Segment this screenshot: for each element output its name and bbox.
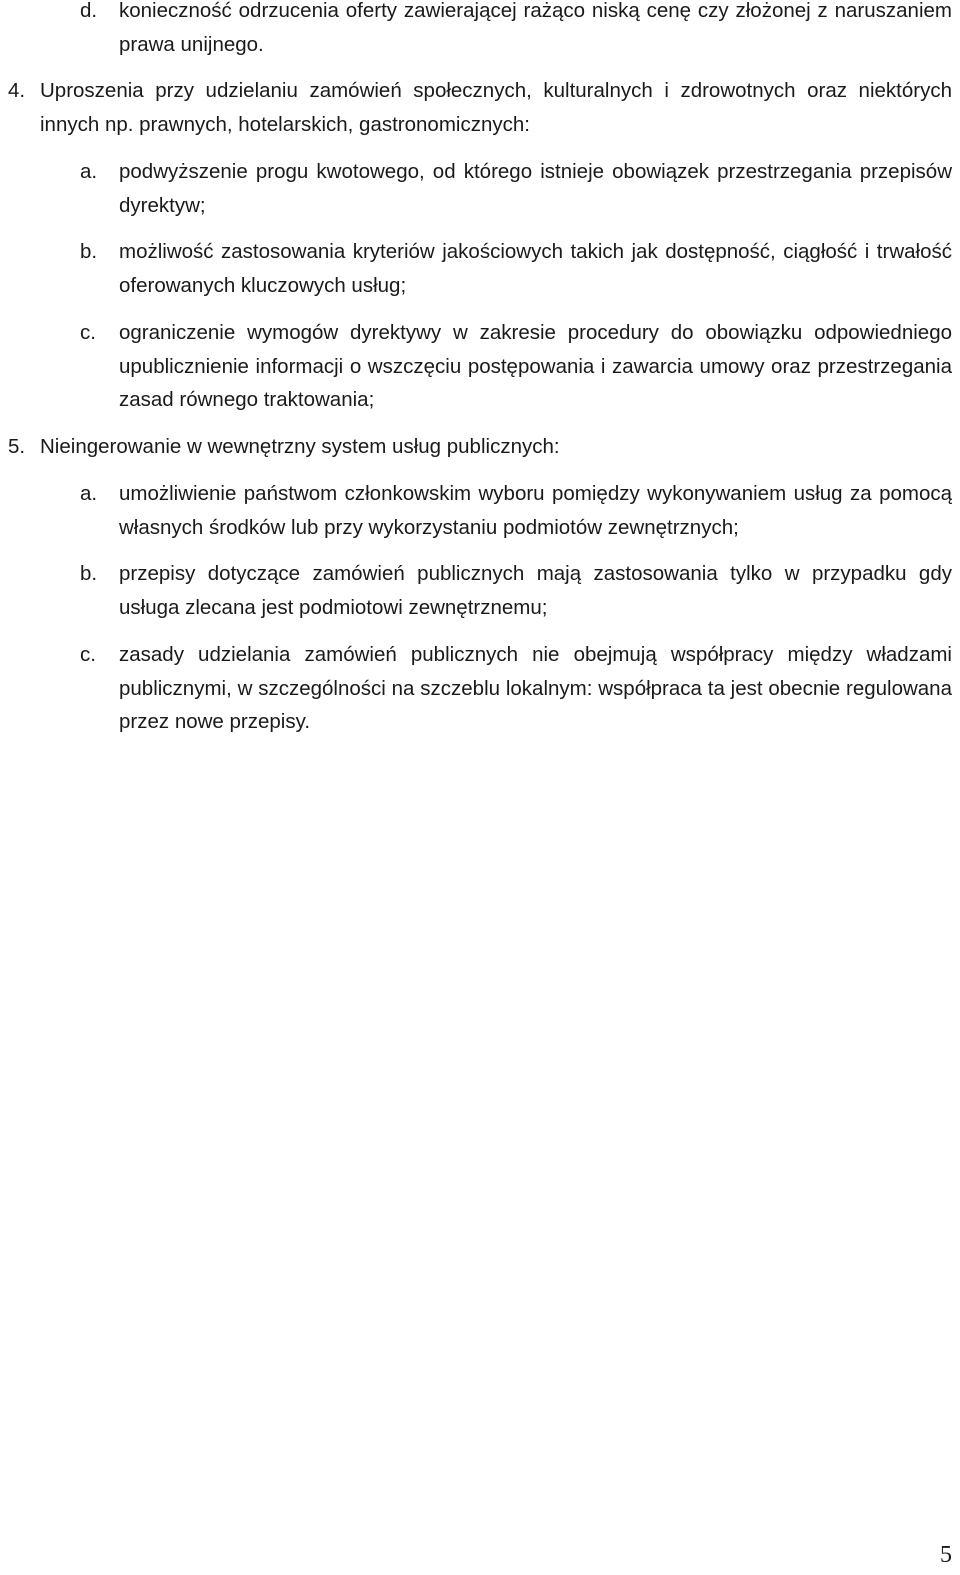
list-item-text: Nieingerowanie w wewnętrzny system usług publicznych: bbox=[40, 435, 560, 458]
list-item-5c bbox=[80, 638, 952, 739]
list-item-5a bbox=[80, 477, 952, 544]
list-item-text: umożliwienie państwom członkowskim wyboru pomiędzy wykonywaniem usług za pomocą własnych środków lub przy wykorzystaniu podmiotów zewnętrznych; bbox=[119, 482, 952, 539]
list-item-4 bbox=[8, 74, 952, 141]
list-item-4d bbox=[80, 0, 952, 61]
list-item-4b bbox=[80, 235, 952, 302]
list-marker: b. bbox=[80, 240, 98, 263]
list-item-text: ograniczenie wymogów dyrektywy w zakresie procedury do obowiązku odpowiedniego upublicznienie informacji o wszczęciu postępowania i zawarcia umowy oraz przestrzegania zasad równego traktowania; bbox=[119, 321, 952, 411]
list-marker: d. bbox=[80, 0, 98, 22]
list-marker: c. bbox=[80, 643, 96, 666]
list-item-text: zasady udzielania zamówień publicznych nie obejmują współpracy między władzami publicznymi, w szczególności na szczeblu lokalnym: współpraca ta jest obecnie regulowana przez nowe przepisy. bbox=[119, 643, 952, 733]
page-number: 5 bbox=[940, 1542, 952, 1568]
list-marker: c. bbox=[80, 321, 96, 344]
list-item-4a bbox=[80, 155, 952, 222]
list-item-text: Uproszenia przy udzielaniu zamówień społecznych, kulturalnych i zdrowotnych oraz niektórych innych np. prawnych, hotelarskich, gastronomicznych: bbox=[40, 79, 952, 136]
list-marker: 5. bbox=[8, 435, 26, 458]
list-marker: a. bbox=[80, 160, 98, 183]
list-marker: b. bbox=[80, 562, 98, 585]
list-item-5b bbox=[80, 557, 952, 624]
list-item-5 bbox=[8, 430, 952, 464]
list-item-text: podwyższenie progu kwotowego, od którego istnieje obowiązek przestrzegania przepisów dyrektyw; bbox=[119, 160, 952, 217]
list-marker: 4. bbox=[8, 79, 26, 102]
list-item-text: możliwość zastosowania kryteriów jakościowych takich jak dostępność, ciągłość i trwałość oferowanych kluczowych usług; bbox=[119, 240, 952, 297]
list-item-text: przepisy dotyczące zamówień publicznych mają zastosowania tylko w przypadku gdy usługa zlecana jest podmiotowi zewnętrznemu; bbox=[119, 562, 952, 619]
list-marker: a. bbox=[80, 482, 98, 505]
list-item-text: konieczność odrzucenia oferty zawierającej rażąco niską cenę czy złożonej z naruszaniem prawa unijnego. bbox=[119, 0, 952, 56]
list-item-4c bbox=[80, 316, 952, 417]
